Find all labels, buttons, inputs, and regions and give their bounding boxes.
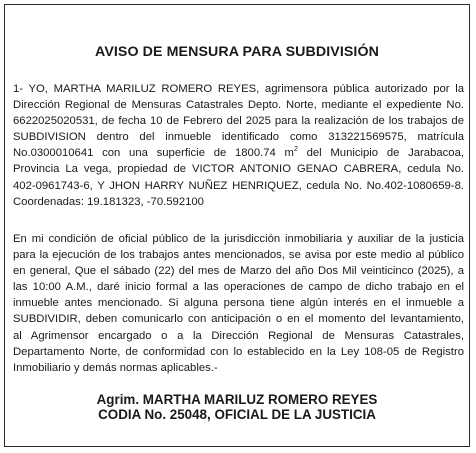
paragraph-line-area — [13, 145, 464, 161]
paragraph-line: SUBDIVISION dentro del inmueble identificado como 313221569575, matrícula — [13, 131, 464, 144]
paragraph-line: 6622025020531, de fecha 10 de Febrero del 2025 para la realización de los trabajos de — [13, 115, 464, 128]
signature-name: Agrim. MARTHA MARILUZ ROMERO REYES — [96, 392, 378, 407]
area-suffix: del Municipio de Jarabacoa, — [297, 147, 464, 160]
notice-paragraph-2 — [13, 231, 464, 376]
paragraph-line: 402-0961743-6, Y JHON HARRY NUÑEZ HENRIQUEZ, cedula No. No.402-1080659-8. — [13, 179, 464, 192]
paragraph-line: las 10:00 A.M., daré inicio formal a las operaciones de campo de dicho trabajo en el — [13, 281, 464, 294]
paragraph-line: Coordenadas: 19.181323, -70.592100 — [13, 195, 204, 208]
paragraph-line: En mi condición de oficial público de la jurisdicción inmobiliaria y auxiliar de la justicia — [13, 233, 464, 245]
paragraph-line: Dirección Regional de Mensuras Catastrales Depto. Norte, mediante el expediente No. — [13, 99, 464, 112]
signature-credential: CODIA No. 25048, OFICIAL DE LA JUSTICIA — [98, 407, 376, 422]
area-superscript: 2 — [293, 146, 298, 154]
notice-paragraph-1 — [13, 81, 464, 210]
paragraph-line: para la ejecución de los trabajos antes mencionados, se avisa por este medio al público — [13, 249, 464, 262]
paragraph-line: SUBDIVIDIR, deben comunicarlo con anticipación o en el momento del levantamiento, — [13, 313, 464, 326]
area-text: No.0300010641 con una superficie de 1800.74 m — [13, 147, 294, 160]
paragraph-line: 1- YO, MARTHA MARILUZ ROMERO REYES, agrimensora pública autorizado por la — [13, 83, 464, 95]
paragraph-line: Provincia La vega, propiedad de VICTOR ANTONIO GENAO CABRERA, cedula No. — [13, 163, 464, 176]
paragraph-line: Departamento Norte, de conformidad con lo establecido en la Ley 108-05 de Registro — [13, 345, 464, 358]
mensura-notice — [4, 4, 470, 447]
notice-title: AVISO DE MENSURA PARA SUBDIVISIÓN — [95, 44, 379, 60]
paragraph-line: inmueble antes mencionado. Si alguna persona tiene algún interés en el inmueble a — [13, 297, 464, 310]
signature-block — [5, 392, 469, 422]
paragraph-line: al Agrimensor encargado o a la Dirección Regional de Mensuras Catastrales, — [13, 329, 464, 342]
paragraph-line: en general, Que el sábado (22) del mes de Marzo del año Dos Mil veinticinco (2025), a — [13, 265, 464, 278]
paragraph-line: Inmobiliario y demás normas aplicables.- — [13, 361, 218, 374]
